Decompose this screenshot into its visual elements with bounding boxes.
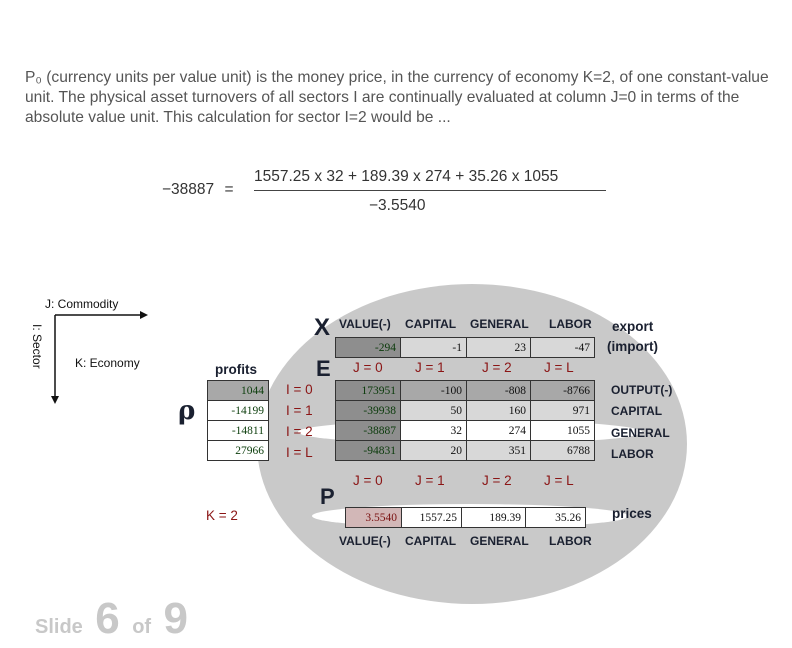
equation-denominator: −3.5540 — [369, 197, 426, 214]
e-cell-0-0: 173951 — [336, 381, 401, 401]
bottom-header-capital: CAPITAL — [405, 534, 457, 548]
e-cell-3-1: 20 — [401, 441, 467, 461]
e-cell-3-3: 6788 — [531, 441, 595, 461]
e-cell-0-3: -8766 — [531, 381, 595, 401]
e-row-1 — [336, 401, 595, 421]
price-1: 1557.25 — [402, 508, 462, 528]
e-cell-1-1: 50 — [401, 401, 467, 421]
i-axis-label: I: Sector — [30, 324, 44, 369]
e-cell-1-3: 971 — [531, 401, 595, 421]
k-axis-label: K: Economy — [75, 356, 140, 370]
profit-1: -14199 — [208, 401, 269, 421]
e-row-L — [336, 441, 595, 461]
i-axis-arrowhead — [51, 396, 59, 404]
import-label: (import) — [607, 339, 658, 354]
profit-0: 1044 — [208, 381, 269, 401]
slide-word: Slide — [35, 616, 83, 638]
i-label-L: I = L — [286, 445, 313, 460]
j-label-bottom-0: J = 0 — [353, 473, 383, 488]
e-cell-2-1: 32 — [401, 421, 467, 441]
k-label: K = 2 — [206, 508, 238, 523]
sector-name-output: OUTPUT(-) — [611, 383, 673, 397]
symbol-p: P — [320, 484, 335, 509]
slide-counter — [35, 594, 188, 644]
symbol-rho: ρ — [178, 396, 196, 426]
e-cell-3-2: 351 — [467, 441, 531, 461]
profit-2: -14811 — [208, 421, 269, 441]
x-row — [336, 338, 595, 358]
top-header-value: VALUE(-) — [339, 317, 391, 331]
top-header-capital: CAPITAL — [405, 317, 457, 331]
bottom-header-labor: LABOR — [549, 534, 592, 548]
e-cell-0-1: -100 — [401, 381, 467, 401]
prices-table — [345, 507, 586, 528]
price-3: 35.26 — [526, 508, 586, 528]
intro-paragraph: P₀ (currency units per value unit) is the money price, in the currency of economy K=2, of one constant-value unit. The physical asset turnovers of all sectors I are continually evaluated at column J=0 in terms of the absolute value unit. This calculation for sector I=2 would be ... — [25, 69, 769, 126]
bottom-header-general: GENERAL — [470, 534, 529, 548]
i-label-2: I = 2 — [286, 424, 313, 439]
j-label-top-2: J = 2 — [482, 360, 512, 375]
slide-number: 6 — [95, 594, 120, 643]
top-header-labor: LABOR — [549, 317, 592, 331]
x-cell-0: -294 — [336, 338, 401, 358]
x-export-table — [335, 337, 595, 358]
j-label-top-1: J = 1 — [415, 360, 445, 375]
profits-label: profits — [215, 362, 257, 377]
equation-lhs-value: −38887 — [162, 181, 215, 198]
e-cell-2-2: 274 — [467, 421, 531, 441]
e-cell-1-0: -39938 — [336, 401, 401, 421]
e-cell-1-2: 160 — [467, 401, 531, 421]
j-label-bottom-2: J = 2 — [482, 473, 512, 488]
symbol-e: E — [316, 356, 331, 381]
symbol-x: X — [314, 314, 331, 341]
bottom-header-value: VALUE(-) — [339, 534, 391, 548]
e-cell-2-3: 1055 — [531, 421, 595, 441]
export-label: export — [612, 319, 654, 334]
x-cell-3: -47 — [531, 338, 595, 358]
i-label-1: I = 1 — [286, 403, 313, 418]
sector-name-capital: CAPITAL — [611, 404, 663, 418]
slide-total: 9 — [163, 594, 189, 643]
equation-equals: = — [224, 181, 234, 198]
e-cell-3-0: -94831 — [336, 441, 401, 461]
price-2: 189.39 — [462, 508, 526, 528]
i-label-0: I = 0 — [286, 382, 313, 397]
e-row-2 — [336, 421, 595, 441]
j-label-top-L: J = L — [544, 360, 574, 375]
e-row-0 — [336, 381, 595, 401]
price-0: 3.5540 — [346, 508, 402, 528]
x-cell-2: 23 — [467, 338, 531, 358]
j-axis-label: J: Commodity — [45, 297, 119, 311]
equation-numerator: 1557.25 x 32 + 189.39 x 274 + 35.26 x 1055 — [254, 168, 559, 185]
sector-name-labor: LABOR — [611, 447, 654, 461]
sector-name-general: GENERAL — [611, 426, 670, 440]
top-header-general: GENERAL — [470, 317, 529, 331]
j-label-top-0: J = 0 — [353, 360, 383, 375]
e-cell-2-0: -38887 — [336, 421, 401, 441]
profit-L: 27966 — [208, 441, 269, 461]
of-word: of — [132, 616, 152, 638]
prices-label: prices — [612, 506, 652, 521]
e-matrix-table — [335, 380, 595, 461]
e-cell-0-2: -808 — [467, 381, 531, 401]
x-cell-1: -1 — [401, 338, 467, 358]
prices-row — [346, 508, 586, 528]
j-axis-arrowhead — [140, 311, 148, 319]
j-label-bottom-L: J = L — [544, 473, 574, 488]
j-label-bottom-1: J = 1 — [415, 473, 445, 488]
profits-table — [207, 380, 269, 461]
